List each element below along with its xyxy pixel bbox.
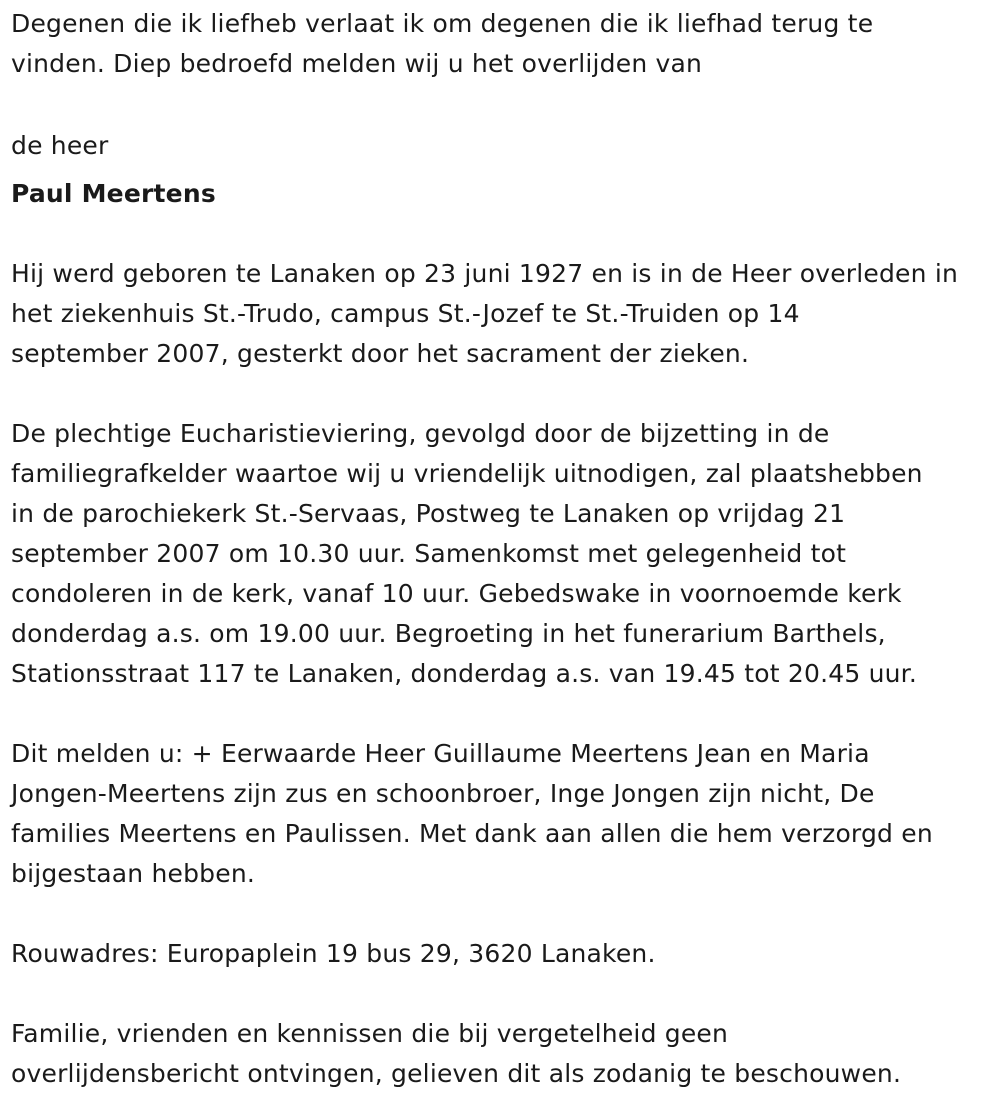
intro-line: Degenen die ik liefheb verlaat ik om degenen die ik liefhad terug te (11, 9, 874, 38)
ceremony-line: Stationsstraat 117 te Lanaken, donderdag a.s. van 19.45 tot 20.45 uur. (11, 659, 918, 688)
family-line: Jongen-Meertens zijn zus en schoonbroer, Inge Jongen zijn nicht, De (11, 779, 875, 808)
birth-death-line: september 2007, gesterkt door het sacrament der zieken. (11, 339, 750, 368)
family-line: bijgestaan hebben. (11, 859, 256, 888)
ceremony-line: De plechtige Eucharistieviering, gevolgd door de bijzetting in de (11, 419, 830, 448)
family-line: Dit melden u: + Eerwaarde Heer Guillaume Meertens Jean en Maria (11, 739, 870, 768)
intro-paragraph (11, 4, 873, 84)
family-line: families Meertens en Paulissen. Met dank aan allen die hem verzorgd en (11, 819, 933, 848)
salutation: de heer (11, 131, 109, 160)
ceremony-line: familiegrafkelder waartoe wij u vriendelijk uitnodigen, zal plaatshebben (11, 459, 923, 488)
ceremony-line: condoleren in de kerk, vanaf 10 uur. Gebedswake in voornoemde kerk (11, 579, 902, 608)
family-paragraph (11, 734, 933, 894)
birth-death-line: Hij werd geboren te Lanaken op 23 juni 1927 en is in de Heer overleden in (11, 259, 959, 288)
ceremony-line: september 2007 om 10.30 uur. Samenkomst met gelegenheid tot (11, 539, 847, 568)
ceremony-line: donderdag a.s. om 19.00 uur. Begroeting in het funerarium Barthels, (11, 619, 886, 648)
birth-death-paragraph (11, 254, 958, 374)
intro-line: vinden. Diep bedroefd melden wij u het overlijden van (11, 49, 703, 78)
closing-paragraph (11, 1014, 901, 1094)
closing-line: Familie, vrienden en kennissen die bij vergetelheid geen (11, 1019, 729, 1048)
ceremony-line: in de parochiekerk St.-Servaas, Postweg te Lanaken op vrijdag 21 (11, 499, 846, 528)
birth-death-line: het ziekenhuis St.-Trudo, campus St.-Jozef te St.-Truiden op 14 (11, 299, 800, 328)
ceremony-paragraph (11, 414, 923, 694)
deceased-name: Paul Meertens (11, 179, 216, 208)
mourning-address: Rouwadres: Europaplein 19 bus 29, 3620 Lanaken. (11, 939, 656, 968)
closing-line: overlijdensbericht ontvingen, gelieven dit als zodanig te beschouwen. (11, 1059, 902, 1088)
